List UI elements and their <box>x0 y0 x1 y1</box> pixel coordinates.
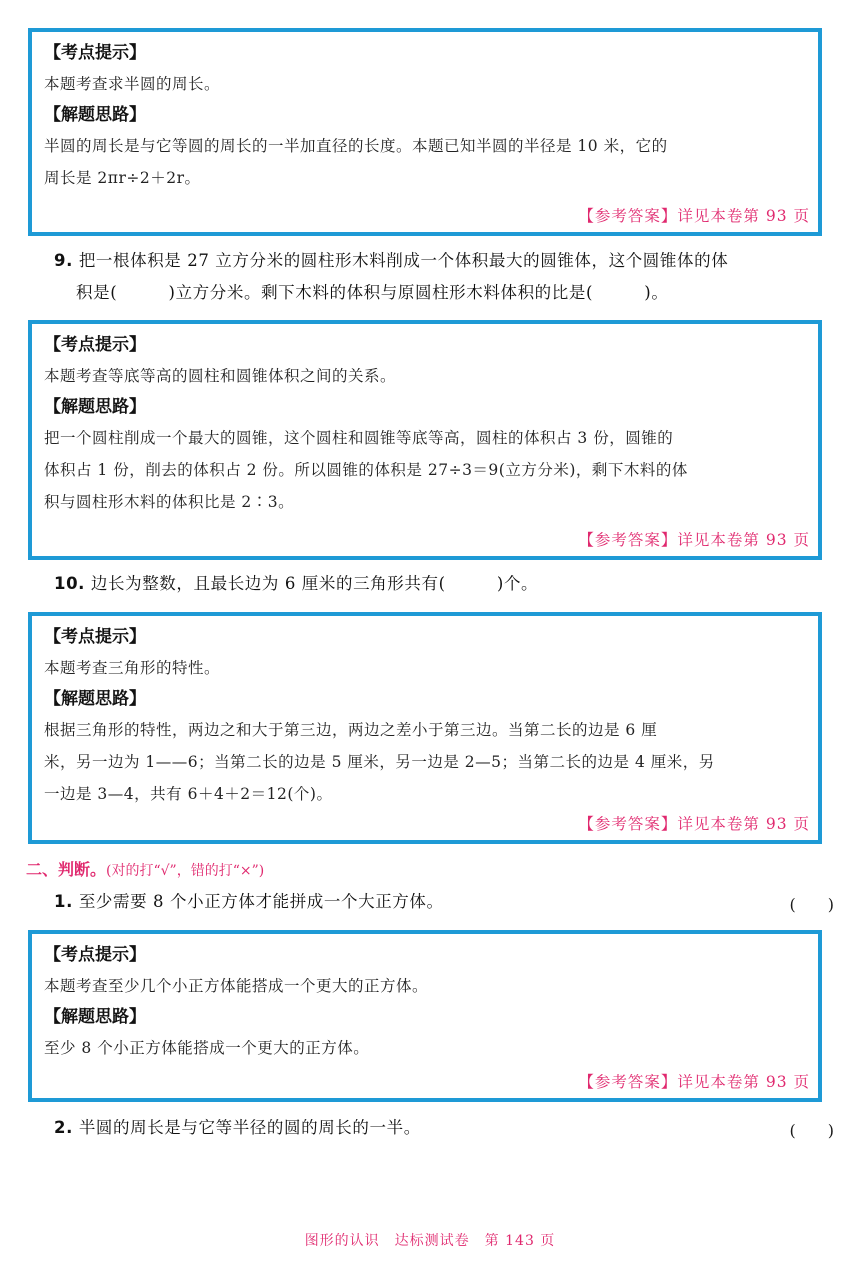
analysis-box-9 <box>28 320 822 560</box>
approach-line: 体积占 1 份，削去的体积占 2 份。所以圆锥的体积是 27÷3＝9(立方分米)，剩下木料的体 <box>44 461 688 479</box>
section-heading <box>26 858 264 883</box>
judgment-2 <box>54 1112 844 1144</box>
approach-line: 把一个圆柱削成一个最大的圆锥，这个圆柱和圆锥等底等高，圆柱的体积占 3 份，圆锥的 <box>44 429 674 447</box>
tip-heading: 【考点提示】 <box>44 43 146 63</box>
approach-line: 根据三角形的特性，两边之和大于第三边，两边之差小于第三边。当第二长的边是 6 厘 <box>44 721 658 739</box>
question-text: 半圆的周长是与它等半径的圆的周长的一半。 <box>78 1118 421 1137</box>
tip-heading: 【考点提示】 <box>44 945 146 965</box>
question-number: 1. <box>54 892 73 911</box>
approach-line: 一边是 3—4，共有 6＋4＋2＝12(个)。 <box>44 785 333 803</box>
question-text: 把一根体积是 27 立方分米的圆柱形木料削成一个体积最大的圆锥体，这个圆锥体的体 <box>78 251 729 270</box>
question-number: 9. <box>54 251 73 270</box>
section-title: 二、判断。 <box>26 860 107 879</box>
tip-heading: 【考点提示】 <box>44 627 146 647</box>
answer-reference: 【参考答案】详见本卷第 93 页 <box>578 531 810 549</box>
question-text: 边长为整数，且最长边为 6 厘米的三角形共有( )个。 <box>90 574 539 593</box>
answer-reference: 【参考答案】详见本卷第 93 页 <box>578 815 810 833</box>
approach-heading: 【解题思路】 <box>44 397 146 417</box>
analysis-box-8 <box>28 28 822 236</box>
tip-text: 本题考查求半圆的周长。 <box>44 75 221 93</box>
page-footer: 图形的认识 达标测试卷 第 143 页 <box>304 1233 556 1249</box>
tip-text: 本题考查三角形的特性。 <box>44 659 221 677</box>
question-number: 10. <box>54 574 86 593</box>
answer-reference: 【参考答案】详见本卷第 93 页 <box>578 207 810 225</box>
question-9 <box>54 245 844 309</box>
approach-line: 至少 8 个小正方体能搭成一个更大的正方体。 <box>44 1039 370 1057</box>
approach-line: 周长是 2πr÷2＋2r。 <box>44 169 201 187</box>
answer-blank[interactable]: ( ) <box>789 1121 834 1140</box>
question-10 <box>54 568 844 600</box>
approach-line: 米，另一边为 1——6；当第二长的边是 5 厘米，另一边是 2—5；当第二长的边是 4 厘米，另 <box>44 753 715 771</box>
section-note: (对的打“√”，错的打“×”) <box>106 863 265 879</box>
answer-blank[interactable]: ( ) <box>789 895 834 914</box>
judgment-1 <box>54 886 844 918</box>
approach-heading: 【解题思路】 <box>44 689 146 709</box>
question-number: 2. <box>54 1118 73 1137</box>
approach-line: 积与圆柱形木料的体积比是 2∶3。 <box>44 493 295 511</box>
approach-heading: 【解题思路】 <box>44 105 146 125</box>
approach-heading: 【解题思路】 <box>44 1007 146 1027</box>
question-text-cont: 积是( )立方分米。剩下木料的体积与原圆柱形木料体积的比是( )。 <box>76 283 669 302</box>
approach-line: 半圆的周长是与它等圆的周长的一半加直径的长度。本题已知半圆的半径是 10 米，它的 <box>44 137 668 155</box>
tip-text: 本题考查至少几个小正方体能搭成一个更大的正方体。 <box>44 977 429 995</box>
answer-reference: 【参考答案】详见本卷第 93 页 <box>578 1073 810 1091</box>
question-text: 至少需要 8 个小正方体才能拼成一个大正方体。 <box>78 892 444 911</box>
analysis-box-j1 <box>28 930 822 1102</box>
tip-text: 本题考查等底等高的圆柱和圆锥体积之间的关系。 <box>44 367 397 385</box>
analysis-box-10 <box>28 612 822 844</box>
tip-heading: 【考点提示】 <box>44 335 146 355</box>
